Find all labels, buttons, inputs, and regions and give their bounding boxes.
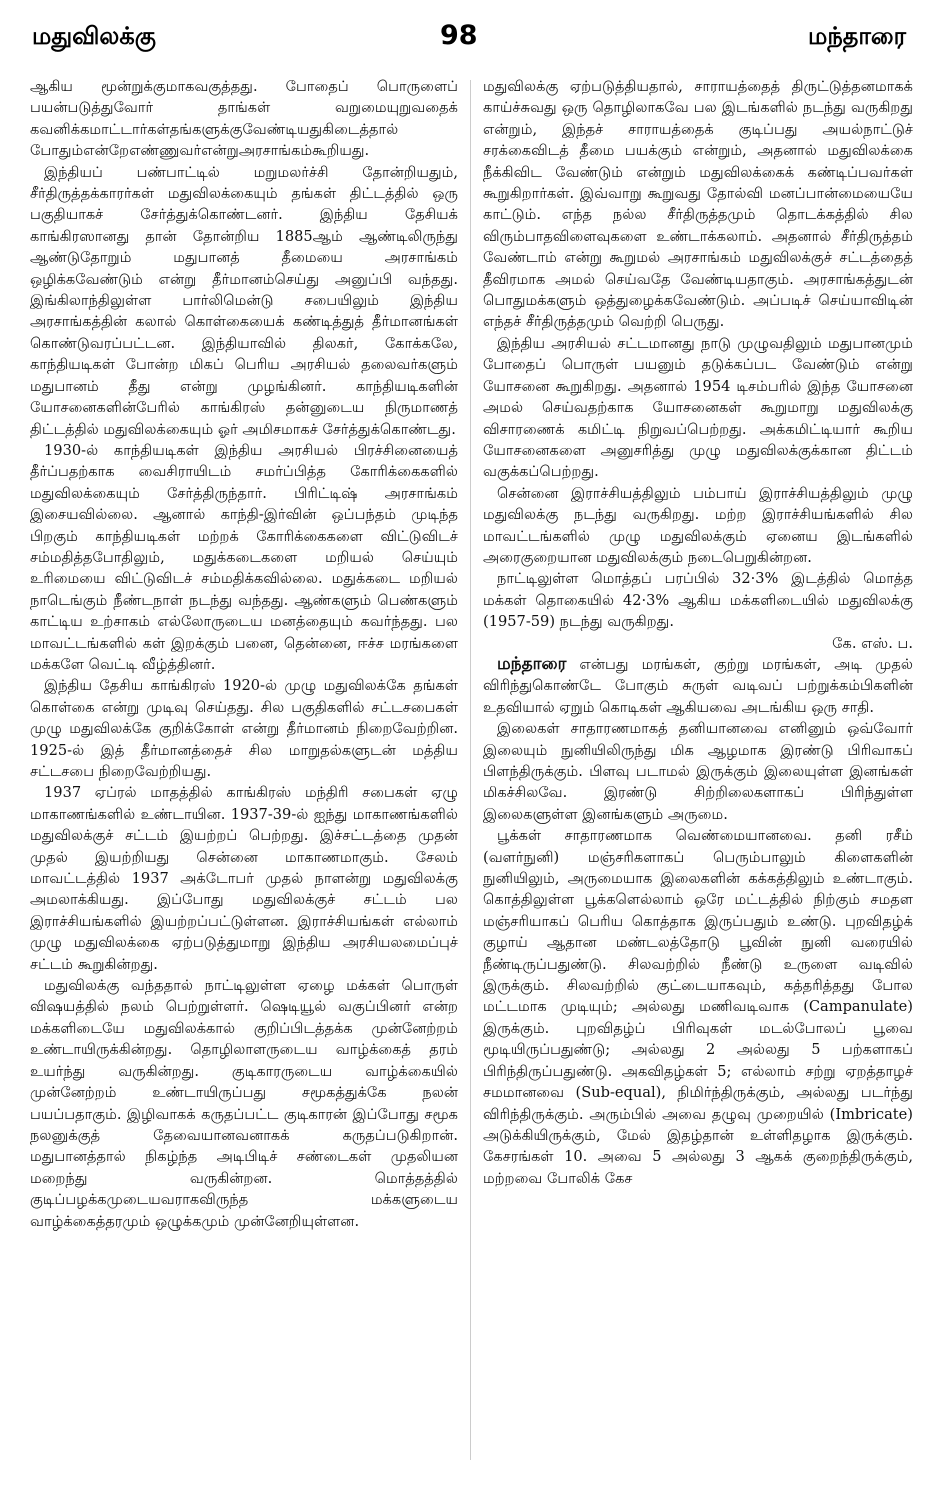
paragraph: நாட்டிலுள்ள மொத்தப் பரப்பில் 32·3% இடத்தில் மொத்த மக்கள் தொகையில் 42·3% ஆகிய மக்களிடையில் மதுவிலக்கு (1957-59) நடந்து வருகிறது. xyxy=(483,570,913,631)
entry-headword: மந்தாரை xyxy=(497,653,567,674)
page-number: 98 xyxy=(440,20,478,51)
paragraph: இந்திய அரசியல் சட்டமானது நாடு முழுவதிலும் மதுபானமும் போதைப் பொருள் பயனும் தடுக்கப்பட வேண்டும் என்று யோசனை கூறுகிறது. அதனால் 1954 டிசம்பரில் இந்த யோசனை அமல் செய்வதற்காக யோசனைகள் கூறுமாறு மதுவிலக்கு விசாரணைக் கமிட்டி நிறுவப்பெற்றது. அக்கமிட்டியார் கூறிய யோசனைகளை அனுசரித்து முழு மதுவிலக்குக்கான திட்டம் வகுக்கப்பெற்றது. xyxy=(483,334,913,481)
paragraph: பூக்கள் சாதாரணமாக வெண்மையானவை. தனி ரசீம் (வளர்நுனி) மஞ்சரிகளாகப் பெரும்பாலும் கிளைகளின் நுனியிலும், அருமையாக இலைகளின் கக்கத்திலும் உண்டாகும். கொத்திலுள்ள பூக்களெல்லாம் ஒரே மட்டத்தில் நிற்கும் சமதள மஞ்சரியாகப் பெரிய கொத்தாக இருப்பதும் உண்டு. புறவிதழ்க் குழாய் ஆதான மண்டலத்தோடு பூவின் நுனி வரையில் நீண்டிருப்பதுண்டு. சிலவற்றில் நீண்டு உருளை வடிவில் இருக்கும். சிலவற்றில் குட்டையாகவும், கத்தரித்தது போல மட்டமாக முடியும்; அல்லது மணிவடிவாக (Campanulate) இருக்கும். புறவிதழ்ப் பிரிவுகள் மடல்போலப் பூவை மூடியிருப்பதுண்டு; அல்லது 2 அல்லது 5 பற்களாகப் பிரிந்திருப்பதுண்டு. அகவிதழ்கள் 5; எல்லாம் சற்று ஏறத்தாழச் சமமானவை (Sub-equal), நிமிர்ந்திருக்கும், அல்லது படர்ந்து விரிந்திருக்கும். அரும்பில் அவை தழுவு முறையில் (Imbricate) அடுக்கியிருக்கும், மேல் இதழ்தான் உள்ளிதழாக இருக்கும். கேசரங்கள் 10. அவை 5 அல்லது 3 ஆகக் குறைந்திருக்கும், மற்றவை போலிக் கேச xyxy=(483,827,913,1187)
right-column xyxy=(483,76,913,1189)
author-signature: கே. எஸ். ப. xyxy=(832,634,913,652)
left-column xyxy=(30,76,458,1232)
paragraph: 1930-ல் காந்தியடிகள் இந்திய அரசியல் பிரச்சினையைத் தீர்ப்பதற்காக வைசிராயிடம் சமர்ப்பித்த கோரிக்கைகளில் மதுவிலக்கையும் சேர்த்திருந்தார். பிரிட்டிஷ் அரசாங்கம் இசையவில்லை. ஆனால் காந்தி-இர்வின் ஒப்பந்தம் முடிந்த பிறகும் காந்தியடிகள் மற்றக் கோரிக்கைகளை விட்டுவிடச் சம்மதித்தபோதிலும், மதுக்கடைகளை மறியல் செய்யும் உரிமையை விட்டுவிடச் சம்மதிக்கவில்லை. மதுக்கடை மறியல் நாடெங்கும் நீண்டநாள் நடந்து வந்தது. ஆண்களும் பெண்களும் காட்டிய உற்சாகம் எல்லோருடைய மனத்தையும் கவர்ந்தது. பல மாவட்டங்களில் கள் இறக்கும் பனை, தென்னை, ஈச்ச மரங்களை மக்களே வெட்டி வீழ்த்தினர். xyxy=(30,441,458,673)
paragraph: இந்தியப் பண்பாட்டில் மறுமலர்ச்சி தோன்றியதும், சீர்திருத்தக்காரர்கள் மதுவிலக்கையும் தங்கள் திட்டத்தில் ஒரு பகுதியாகச் சேர்த்துக்கொண்டனர். இந்திய தேசியக் காங்கிரஸானது தான் தோன்றிய 1885ஆம் ஆண்டிலிருந்து ஆண்டுதோறும் மதுபானத் தீமையை அரசாங்கம் ஒழிக்கவேண்டும் என்று தீர்மானம்செய்து அனுப்பி வந்தது. இங்கிலாந்திலுள்ள பார்லிமென்டு சபையிலும் இந்திய அரசாங்கத்தின் கலால் கொள்கையைக் கண்டித்துத் தீர்மானங்கள் கொண்டுவரப்பட்டன. இந்தியாவில் திலகர், கோக்கலே, காந்தியடிகள் போன்ற மிகப் பெரிய அரசியல் தலைவர்களும் மதுபானம் தீது என்று முழங்கினர். காந்தியடிகளின் யோசனைகளின்பேரில் காங்கிரஸ் தன்னுடைய நிருமாணத் திட்டத்தில் மதுவிலக்கையும் ஓர் அமிசமாகச் சேர்த்துக்கொண்டது. xyxy=(30,163,458,438)
paragraph: சென்னை இராச்சியத்திலும் பம்பாய் இராச்சியத்திலும் முழு மதுவிலக்கு நடந்து வருகிறது. மற்ற இராச்சியங்களில் சில மாவட்டங்களில் முழு மதுவிலக்கும் ஏனைய இடங்களில் அரைகுறையான மதுவிலக்கும் நடைபெறுகின்றன. xyxy=(483,484,913,566)
paragraph: இந்திய தேசிய காங்கிரஸ் 1920-ல் முழு மதுவிலக்கே தங்கள் கொள்கை என்று முடிவு செய்தது. சில பகுதிகளில் சட்டசபைகள் முழு மதுவிலக்கே குறிக்கோள் என்று தீர்மானம் நிறைவேற்றின. 1925-ல் இத் தீர்மானத்தைச் சில மாறுதல்களுடன் மத்திய சட்டசபை நிறைவேற்றியது. xyxy=(30,677,458,780)
column-divider xyxy=(470,80,471,1460)
paragraph: இலைகள் சாதாரணமாகத் தனியானவை எனினும் ஒவ்வோர் இலையும் நுனியிலிருந்து மிக ஆழமாக இரண்டு பிரிவாகப் பிளந்திருக்கும். பிளவு படாமல் இருக்கும் இலையுள்ள இனங்கள் மிகச்சிலவே. இரண்டு சிற்றிலைகளாகப் பிரிந்துள்ள இலைகளுள்ள இனங்களும் அருமை. xyxy=(483,720,913,823)
paragraph: ஆகிய மூன்றுக்குமாகவகுத்தது. போதைப் பொருளைப் பயன்படுத்துவோர் தாங்கள் வறுமையுறுவதைக் கவனிக்கமாட்டார்கள்தங்களுக்குவேண்டியதுகிடைத்தால் போதும்என்றேஎண்ணுவர்என்றுஅரசாங்கம்கூறியது. xyxy=(30,78,458,160)
entry-text: என்பது மரங்கள், குற்று மரங்கள், அடி முதல் விரிந்துகொண்டே போகும் சுருள் வடிவப் பற்றுக்கம்பிகளின் உதவியால் ஏறும் கொடிகள் ஆகியவை அடங்கிய ஒரு சாதி. xyxy=(483,655,914,716)
entry-paragraph xyxy=(483,654,913,718)
running-head-left: மதுவிலக்கு xyxy=(32,22,156,50)
paragraph: மதுவிலக்கு ஏற்படுத்தியதால், சாராயத்தைத் திருட்டுத்தனமாகக் காய்ச்சுவது ஒரு தொழிலாகவே பல இடங்களில் நடந்து வருகிறது என்றும், இந்தச் சாராயத்தைக் குடிப்பது அயல்நாட்டுச் சரக்கைவிடத் தீமை பயக்கும் என்றும், அதனால் மதுவிலக்கை நீக்கிவிட வேண்டும் என்றும் மதுவிலக்கைக் கண்டிப்பவர்கள் கூறுகிறார்கள். இவ்வாறு கூறுவது தோல்வி மனப்பான்மையையே காட்டும். எந்த நல்ல சீர்திருத்தமும் தொடக்கத்தில் சில விரும்பாதவிளைவுகளை உண்டாக்கலாம். அதனால் சீர்திருத்தம் வேண்டாம் என்று கூறுமல் அரசாங்கம் மதுவிலக்குச் சட்டத்தைத் தீவிரமாக அமல் செய்வதே வேண்டியதாகும். அரசாங்கத்துடன் பொதுமக்களும் ஒத்துழைக்கவேண்டும். அப்படிச் செய்யாவிடின் எந்தச் சீர்திருத்தமும் வெற்றி பெருது. xyxy=(483,78,913,331)
paragraph: மதுவிலக்கு வந்ததால் நாட்டிலுள்ள ஏழை மக்கள் பொருள் விஷயத்தில் நலம் பெற்றுள்ளர். ஷெடியூல் வகுப்பினர் என்ற மக்களிடையே மதுவிலக்கால் குறிப்பிடத்தக்க முன்னேற்றம் உண்டாயிருக்கின்றது. தொழிலாளருடைய வாழ்க்கைத் தரம் உயர்ந்து வருகின்றது. குடிகாரருடைய வாழ்க்கையில் முன்னேற்றம் உண்டாயிருப்பது சமூகத்துக்கே நலன் பயப்பதாகும். இழிவாகக் கருதப்பட்ட குடிகாரன் இப்போது சமூக நலனுக்குத் தேவையானவனாகக் கருதப்படுகிறான். மதுபானத்தால் நிகழ்ந்த அடிபிடிச் சண்டைகள் முதலியன மறைந்து வருகின்றன. மொத்தத்தில் குடிப்பழக்கமுடையவராகவிருந்த மக்களுடைய வாழ்க்கைத்தரமும் ஒழுக்கமும் முன்னேறியுள்ளன. xyxy=(30,977,458,1230)
running-head-right: மந்தாரை xyxy=(808,22,906,50)
paragraph: 1937 ஏப்ரல் மாதத்தில் காங்கிரஸ் மந்திரி சபைகள் ஏழு மாகாணங்களில் உண்டாயின. 1937-39-ல் ஐந்து மாகாணங்களில் மதுவிலக்குச் சட்டம் இயற்றப் பெற்றது. இச்சட்டத்தை முதன் முதல் இயற்றியது சென்னை மாகாணமாகும். சேலம் மாவட்டத்தில் 1937 அக்டோபர் முதல் நாளன்று மதுவிலக்கு அமலாக்கியது. இப்போது மதுவிலக்குச் சட்டம் பல இராச்சியங்களில் இயற்றப்பட்டுள்ளன. இராச்சியங்கள் எல்லாம் முழு மதுவிலக்கை ஏற்படுத்துமாறு இந்திய அரசியலமைப்புச் சட்டம் கூறுகின்றது. xyxy=(30,784,458,973)
